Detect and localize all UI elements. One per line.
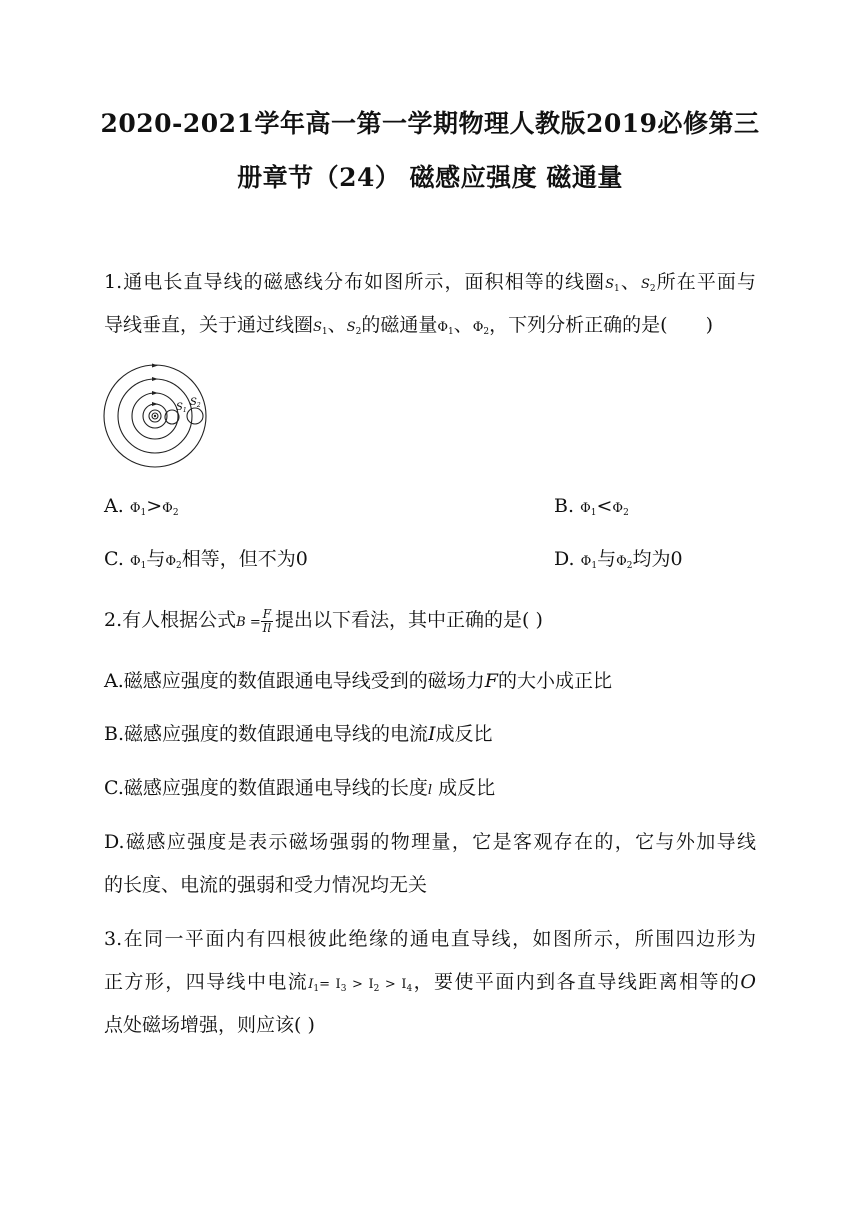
q1-option-d: D. $\Phi_1$与$\Phi_2$均为0 — [554, 548, 683, 571]
q3-stem-line2: 正方形，四导线中电流$I_1= I_3 > I_2 > I_4$，要使平面内到各直导线距离相等的O — [104, 971, 756, 994]
q3-stem-line1: 3.在同一平面内有四根彼此绝缘的通电直导线，如图所示，所围四边形为 — [104, 928, 756, 950]
q2-option-d-line1: D.磁感应强度是表示磁场强弱的物理量，它是客观存在的，它与外加导线 — [104, 831, 756, 853]
q1-field-lines-figure — [100, 362, 212, 470]
q1-option-c: C. $\Phi_1$与$\Phi_2$相等，但不为0 — [104, 548, 308, 571]
q2-option-c: C.磁感应强度的数值跟通电导线的长度l 成反比 — [104, 777, 496, 799]
q2-option-a: A.磁感应强度的数值跟通电导线受到的磁场力F的大小成正比 — [104, 670, 612, 692]
arrow-1 — [152, 402, 158, 406]
doc-title-line2: 册章节（24） 磁感应强度 磁通量 — [237, 163, 623, 192]
q1-stem-line2: 导线垂直，关于通过线圈$S_1$、$S_2$的磁通量$\Phi_1$、$\Phi_2$，下列分析正确的是( ) — [104, 314, 713, 337]
fig-label-s1: $S_1$ — [176, 402, 187, 414]
q3-stem-line3: 点处磁场增强，则应该( ) — [104, 1014, 315, 1036]
q1-stem-line1: 1.通电长直导线的磁感线分布如图所示，面积相等的线圈$S_1$、$S_2$所在平面与 — [104, 271, 756, 294]
q2-formula-fraction: $\frac{F}{Il}$ — [262, 606, 272, 635]
q2-option-b: B.磁感应强度的数值跟通电导线的电流I成反比 — [104, 723, 493, 745]
wire-dot — [154, 415, 156, 417]
coil-s2 — [187, 408, 203, 424]
arrow-outer — [152, 364, 158, 368]
arrow-2 — [152, 391, 158, 395]
q1-option-b: B. $\Phi_1<\Phi_2$ — [554, 495, 629, 518]
doc-title-line1: 2020-2021学年高一第一学期物理人教版2019必修第三 — [100, 109, 760, 138]
q2-stem: 2.有人根据公式B = $\frac{F}{Il}$ 提出以下看法，其中正确的是( ) — [104, 606, 543, 635]
fig-label-s2: $S_2$ — [190, 397, 201, 409]
arrow-3 — [152, 377, 158, 381]
q1-option-a: A. $\Phi_1>\Phi_2$ — [104, 495, 179, 518]
q2-option-d-line2: 的长度、电流的强弱和受力情况均无关 — [104, 874, 428, 896]
